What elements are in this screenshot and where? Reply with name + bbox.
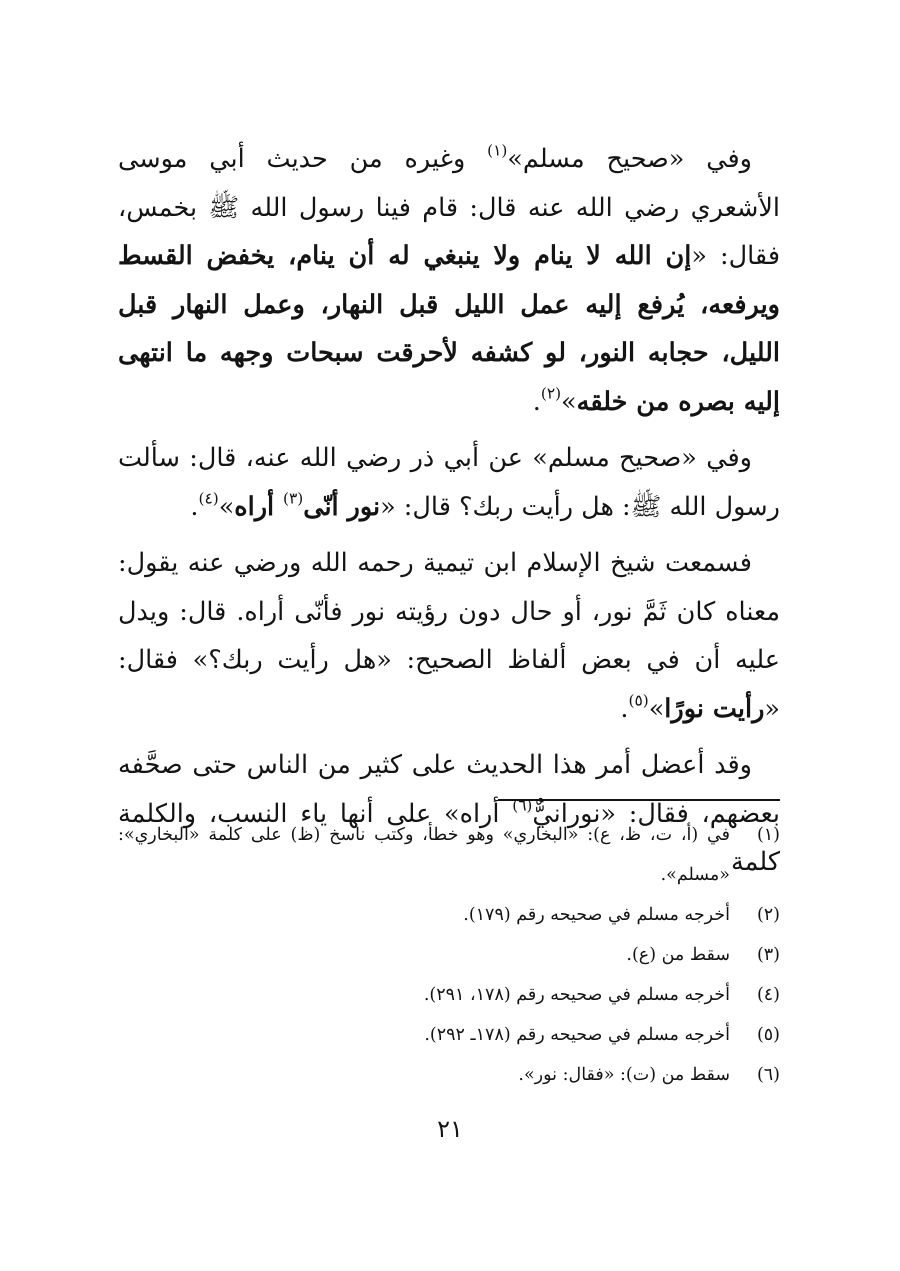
- footnote-reference: (٤): [198, 489, 219, 508]
- text-run: .: [620, 693, 629, 724]
- hadith-quote: رأيت نورًا: [664, 693, 765, 724]
- hadith-quote: أراه: [234, 491, 284, 522]
- footnote: [118, 1015, 780, 1055]
- footnote-reference: (٦): [512, 796, 533, 815]
- text-run: أراه» على أنها ياء النسب، والكلمة كلمة: [118, 798, 780, 877]
- main-text: [118, 135, 780, 895]
- footnote-text: أخرجه مسلم في صحيحه رقم (١٧٨، ٢٩١).: [423, 985, 730, 1005]
- footnote: [118, 1055, 780, 1095]
- text-run: »: [218, 491, 235, 522]
- text-run: وقد أعضل أمر هذا الحديث على كثير من الناس حتى صحَّفه بعضهم، فقال: «نورانيٌّ: [118, 750, 781, 829]
- footnote-reference: (١): [487, 141, 508, 160]
- footnote-marker: (٤): [756, 985, 780, 1005]
- footnote-text: أخرجه مسلم في صحيحه رقم (١٧٩).: [463, 905, 730, 925]
- footnote-marker: (١): [756, 825, 780, 845]
- footnote: [118, 975, 780, 1015]
- text-run: »: [561, 386, 577, 417]
- hadith-quote: نور أنّى: [303, 491, 381, 522]
- footnote-marker: (٢): [756, 905, 780, 925]
- text-run: .: [532, 386, 541, 417]
- text-run: فسمعت شيخ الإسلام ابن تيمية رحمه الله ورضي عنه يقول: معناه كان ثَمَّ نور، أو حال دون رؤيته نور فأنّى أراه. قال: ويدل عليه أن في بعض ألفاظ الصحيح: «هل رأيت ربك؟» فقال: «: [118, 548, 780, 724]
- page-number: ٢١: [437, 1115, 463, 1143]
- hadith-quote: إن الله لا ينام ولا ينبغي له أن ينام، يخفض القسط ويرفعه، يُرفع إليه عمل الليل قبل النهار، وعمل النهار قبل الليل، حجابه النور، لو كشفه لأحرقت سبحات وجهه ما انتهى إليه بصره من خلقه: [118, 241, 780, 417]
- footnote: [118, 935, 780, 975]
- footnote: [118, 815, 780, 895]
- paragraph: [118, 135, 780, 426]
- text-run: وغيره من حديث أبي موسى الأشعري رضي الله عنه قال: قام فينا رسول الله ﷺ بخمس، فقال: «: [118, 144, 781, 271]
- footnote-reference: (٢): [540, 384, 562, 403]
- footnote-reference: (٣): [283, 489, 304, 508]
- paragraph: [118, 434, 780, 531]
- footnote-text: أخرجه مسلم في صحيحه رقم (١٧٨ـ ٢٩٢).: [424, 1025, 730, 1045]
- text-run: وفي «صحيح مسلم»: [507, 144, 752, 174]
- text-run: .: [190, 491, 199, 522]
- footnote: [118, 895, 780, 935]
- footnote-text: سقط من (ت): «فقال: نور».: [518, 1065, 730, 1085]
- footnote-text: سقط من (ع).: [626, 945, 730, 965]
- footnote-marker: (٣): [756, 945, 780, 965]
- footnote-marker: (٥): [756, 1025, 780, 1045]
- text-run: »: [648, 693, 665, 724]
- footnote-reference: (٥): [628, 691, 649, 710]
- footnote-marker: (٦): [756, 1065, 780, 1085]
- text-run: وفي «صحيح مسلم» عن أبي ذر رضي الله عنه، قال: سألت رسول الله ﷺ: هل رأيت ربك؟ قال: «: [118, 443, 780, 522]
- footnote-text: في (أ، ت، ظ، ع): «البخاري» وهو خطأ، وكتب ناسخ (ظ) على كلمة «البخاري»: «مسلم».: [118, 825, 730, 885]
- footnote-divider: [498, 799, 780, 801]
- paragraph: [118, 539, 780, 733]
- footnotes-list: [118, 815, 780, 1095]
